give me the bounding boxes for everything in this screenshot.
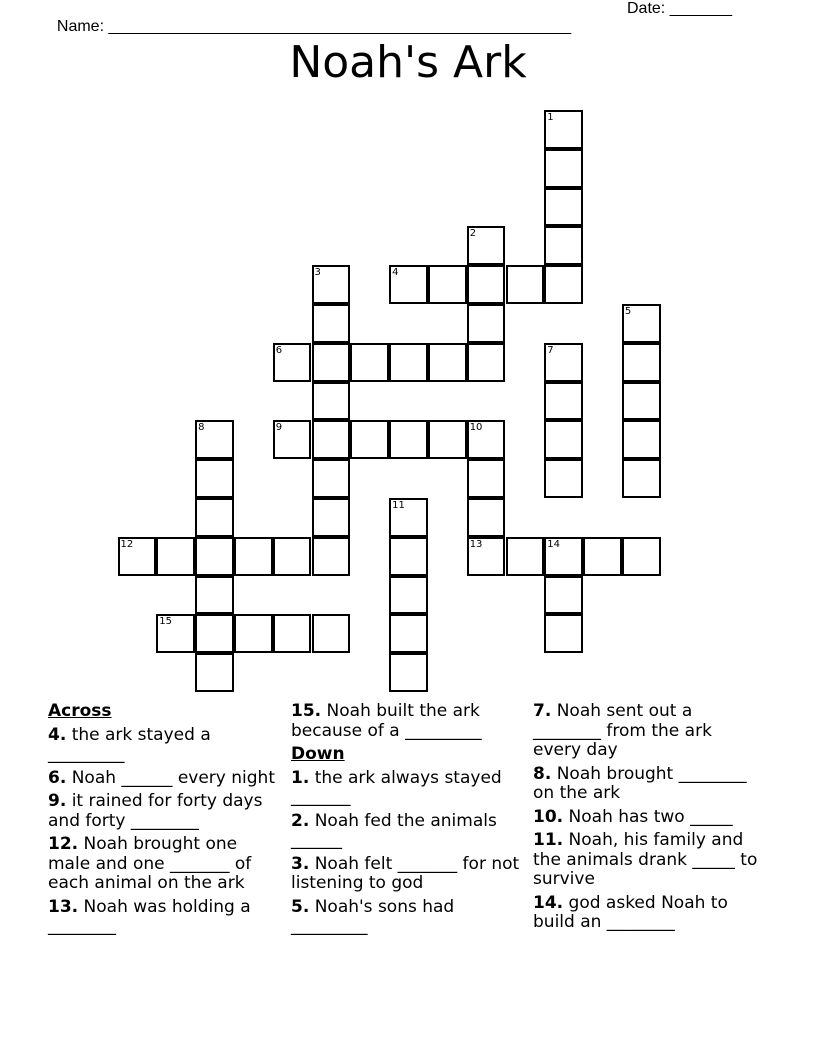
crossword-cell[interactable] xyxy=(195,614,234,653)
crossword-cell[interactable] xyxy=(195,537,234,576)
clue-text: Noah, his family and the animals drank _____ to survive xyxy=(533,830,758,889)
clue-num: 12. xyxy=(48,834,79,854)
crossword-cell[interactable] xyxy=(428,343,467,382)
clue-number: 12 xyxy=(120,538,134,550)
clue-number: 1 xyxy=(547,112,554,123)
clues-column-2 xyxy=(291,702,523,941)
clue-item xyxy=(48,835,280,894)
crossword-cell[interactable] xyxy=(312,382,351,421)
clue-num: 4. xyxy=(48,724,67,745)
crossword-cell[interactable] xyxy=(467,459,506,498)
clue-item xyxy=(291,769,523,808)
crossword-cell[interactable] xyxy=(118,537,157,576)
clue-text: Noah brought ________ on the ark xyxy=(533,763,747,803)
clue-number: 15 xyxy=(159,616,173,628)
clue-item xyxy=(291,855,523,894)
clue-number: 6 xyxy=(275,344,283,356)
crossword-cell[interactable] xyxy=(195,420,234,459)
crossword-cell[interactable] xyxy=(234,537,273,576)
clue-number: 4 xyxy=(392,267,399,279)
date-line: Date: _______ xyxy=(627,0,732,17)
crossword-cell[interactable] xyxy=(195,576,234,615)
crossword-cell[interactable] xyxy=(506,265,545,304)
crossword-cell[interactable] xyxy=(544,149,583,188)
crossword-cell[interactable] xyxy=(156,537,195,576)
clue-item xyxy=(533,808,765,828)
clue-num: 1. xyxy=(291,767,310,788)
crossword-cell[interactable] xyxy=(389,537,428,576)
clue-num: 10. xyxy=(533,806,564,827)
clue-num: 8. xyxy=(533,763,552,784)
crossword-cell[interactable] xyxy=(544,382,583,421)
clue-item xyxy=(48,898,280,937)
crossword-cell[interactable] xyxy=(544,576,583,615)
crossword-cell[interactable] xyxy=(544,343,583,382)
clue-num: 15. xyxy=(291,701,322,721)
down-heading: Down xyxy=(291,744,345,764)
down-clue-list xyxy=(291,769,523,937)
clue-text: Noah fed the animals ______ xyxy=(291,810,497,850)
crossword-cell[interactable] xyxy=(234,614,273,653)
crossword-cell[interactable] xyxy=(389,653,428,692)
clue-num: 3. xyxy=(291,853,310,874)
crossword-cell[interactable] xyxy=(195,653,234,692)
crossword-cell[interactable] xyxy=(544,614,583,653)
crossword-cell[interactable] xyxy=(195,459,234,498)
crossword-cell[interactable] xyxy=(273,343,312,382)
clue-number: 7 xyxy=(547,344,554,356)
crossword-cell[interactable] xyxy=(389,265,428,304)
clue-text: the ark always stayed _______ xyxy=(291,767,502,807)
across-clue-list-continued xyxy=(291,702,523,741)
crossword-cell[interactable] xyxy=(467,420,506,459)
clues-column-1 xyxy=(48,702,280,941)
clue-num: 13. xyxy=(48,896,79,917)
clue-num: 2. xyxy=(291,810,310,831)
clues-column-3 xyxy=(533,702,765,937)
clue-text: Noah sent out a ________ from the ark every day xyxy=(533,701,712,760)
clue-item xyxy=(291,898,523,937)
clue-number: 10 xyxy=(469,422,483,434)
clue-item xyxy=(48,726,280,765)
crossword-cell[interactable] xyxy=(622,343,661,382)
clue-text: Noah was holding a ________ xyxy=(48,896,251,936)
across-heading: Across xyxy=(48,701,112,721)
crossword-cell[interactable] xyxy=(389,614,428,653)
clue-num: 11. xyxy=(533,830,564,850)
clue-text: Noah built the ark because of a _________ xyxy=(291,701,482,741)
clue-item xyxy=(533,765,765,804)
clue-number: 14 xyxy=(547,538,561,550)
clue-number: 13 xyxy=(469,538,483,550)
crossword-cell[interactable] xyxy=(156,614,195,653)
clue-item xyxy=(291,812,523,851)
clue-number: 11 xyxy=(392,500,405,511)
crossword-cell[interactable] xyxy=(312,304,351,343)
crossword-cell[interactable] xyxy=(467,226,506,265)
crossword-cell[interactable] xyxy=(312,459,351,498)
crossword-cell[interactable] xyxy=(544,188,583,227)
clue-text: Noah brought one male and one _______ of each animal on the ark xyxy=(48,834,252,893)
clue-num: 6. xyxy=(48,767,67,788)
clue-num: 14. xyxy=(533,892,564,913)
clue-item xyxy=(291,702,523,741)
clue-item xyxy=(533,894,765,933)
clue-item xyxy=(533,831,765,890)
crossword-cell[interactable] xyxy=(273,420,312,459)
crossword-cell[interactable] xyxy=(583,537,622,576)
crossword-cell[interactable] xyxy=(506,537,545,576)
clue-num: 5. xyxy=(291,896,310,917)
clue-text: Noah felt _______ for not listening to god xyxy=(291,853,520,893)
crossword-cell[interactable] xyxy=(622,382,661,421)
clue-item xyxy=(48,792,280,831)
crossword-cell[interactable] xyxy=(312,498,351,537)
crossword-cell[interactable] xyxy=(195,498,234,537)
worksheet-header xyxy=(48,0,748,35)
clue-text: Noah ______ every night xyxy=(66,767,275,788)
clue-item xyxy=(48,769,280,789)
crossword-cell[interactable] xyxy=(544,226,583,265)
crossword-cell[interactable] xyxy=(350,343,389,382)
crossword-cell[interactable] xyxy=(312,537,351,576)
crossword-cell[interactable] xyxy=(312,343,351,382)
crossword-cell[interactable] xyxy=(312,614,351,653)
clue-text: Noah's sons had _________ xyxy=(291,896,455,936)
name-line: Name: ____________________________________________________ xyxy=(56,18,572,35)
crossword-cell[interactable] xyxy=(467,265,506,304)
crossword-cell[interactable] xyxy=(389,343,428,382)
crossword-cell[interactable] xyxy=(389,576,428,615)
clue-number: 2 xyxy=(469,228,477,240)
crossword-cell[interactable] xyxy=(622,304,661,343)
crossword-cell[interactable] xyxy=(544,265,583,304)
crossword-cell[interactable] xyxy=(428,265,467,304)
clue-text: Noah has two _____ xyxy=(563,806,733,827)
crossword-cell[interactable] xyxy=(312,420,351,459)
crossword-cell[interactable] xyxy=(544,420,583,459)
crossword-cell[interactable] xyxy=(273,537,312,576)
clue-text: god asked Noah to build an ________ xyxy=(533,892,728,932)
puzzle-title: Noah's Ark xyxy=(289,37,527,88)
crossword-cell[interactable] xyxy=(389,498,428,537)
crossword-cell[interactable] xyxy=(467,498,506,537)
clue-number: 9 xyxy=(275,422,283,434)
across-clue-list xyxy=(48,726,280,937)
crossword-cell[interactable] xyxy=(622,537,661,576)
clue-number: 8 xyxy=(198,422,205,434)
clue-number: 3 xyxy=(314,267,321,279)
clue-num: 7. xyxy=(533,701,552,721)
crossword-cell[interactable] xyxy=(312,265,351,304)
crossword-cell[interactable] xyxy=(428,420,467,459)
crossword-cell[interactable] xyxy=(544,537,583,576)
clue-text: it rained for forty days and forty ________ xyxy=(48,791,263,831)
clue-num: 9. xyxy=(48,791,67,811)
crossword-cell[interactable] xyxy=(622,459,661,498)
crossword-cell[interactable] xyxy=(389,420,428,459)
crossword-cell[interactable] xyxy=(350,420,389,459)
crossword-cell[interactable] xyxy=(273,614,312,653)
clue-text: the ark stayed a _________ xyxy=(48,724,211,764)
crossword-cell[interactable] xyxy=(467,343,506,382)
clue-number: 5 xyxy=(624,306,632,317)
crossword-cell[interactable] xyxy=(544,459,583,498)
crossword-cell[interactable] xyxy=(622,420,661,459)
crossword-cell[interactable] xyxy=(544,110,583,149)
down-clue-list-continued xyxy=(533,702,765,933)
crossword-cell[interactable] xyxy=(467,304,506,343)
clue-item xyxy=(533,702,765,761)
crossword-cell[interactable] xyxy=(467,537,506,576)
